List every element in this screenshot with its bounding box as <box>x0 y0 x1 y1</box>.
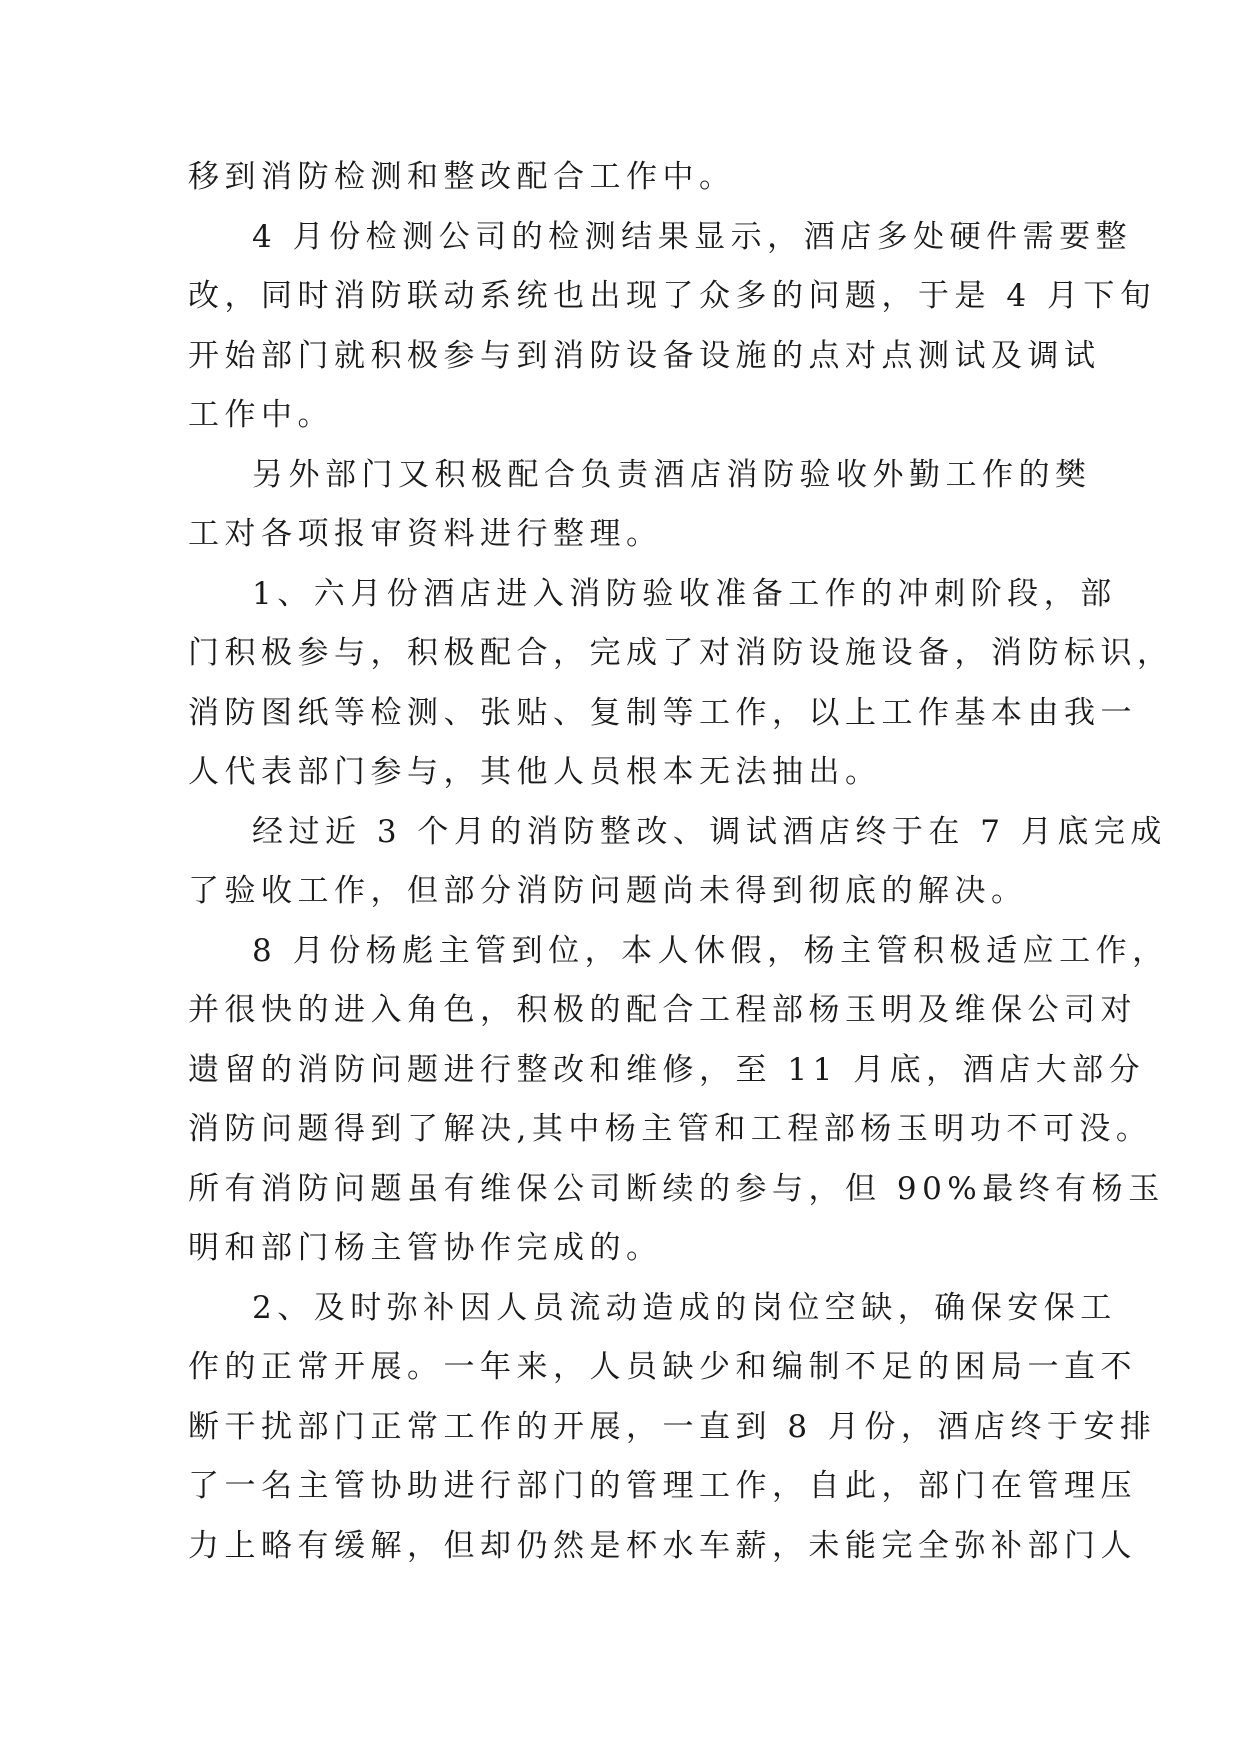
text-line: 消防图纸等检测、张贴、复制等工作，以上工作基本由我一 <box>188 694 1137 731</box>
text-line: 工作中。 <box>188 397 334 433</box>
document-body <box>188 157 1174 1585</box>
text-line: 明和部门杨主管协作完成的。 <box>188 1230 663 1266</box>
paragraph-documents-organizing <box>188 455 1092 574</box>
text-line: 断干扰部门正常工作的开展，一直到 8 月份，酒店终于安排 <box>188 1408 1157 1445</box>
text-line: 力上略有缓解，但却仍然是杯水车薪，未能完全弥补部门人 <box>188 1527 1137 1564</box>
text-line: 所有消防问题虽有维保公司断续的参与，但 90%最终有杨玉 <box>188 1170 1165 1207</box>
paragraph-item-2-staffing <box>188 1288 1157 1586</box>
paragraph-august-supervisor <box>188 931 1169 1288</box>
text-line: 4 月份检测公司的检测结果显示，酒店多处硬件需要整 <box>252 218 1133 255</box>
paragraph-april-inspection <box>188 217 1157 455</box>
paragraph-acceptance-complete <box>188 812 1167 931</box>
text-line: 2、及时弥补因人员流动造成的岗位空缺，确保安保工 <box>252 1289 1117 1326</box>
text-line: 另外部门又积极配合负责酒店消防验收外勤工作的樊 <box>252 456 1092 493</box>
text-line: 遗留的消防问题进行整改和维修，至 11 月底，酒店大部分 <box>188 1051 1146 1088</box>
text-line: 门积极参与，积极配合，完成了对消防设施设备，消防标识， <box>188 635 1174 671</box>
text-line: 1、六月份酒店进入消防验收准备工作的冲刺阶段，部 <box>252 575 1117 612</box>
text-line: 经过近 3 个月的消防整改、调试酒店终于在 7 月底完成 <box>252 813 1167 850</box>
text-line: 了验收工作，但部分消防问题尚未得到彻底的解决。 <box>188 873 1028 909</box>
text-line: 工对各项报审资料进行整理。 <box>188 516 663 552</box>
text-line: 人代表部门参与，其他人员根本无法抽出。 <box>188 754 882 790</box>
paragraph-continuation <box>188 157 1058 217</box>
text-line: 8 月份杨彪主管到位，本人休假，杨主管积极适应工作， <box>252 932 1169 969</box>
paragraph-item-1-june <box>188 574 1174 812</box>
text-line: 消防问题得到了解决,其中杨主管和工程部杨玉明功不可没。 <box>188 1111 1153 1147</box>
text-line: 改，同时消防联动系统也出现了众多的问题，于是 4 月下旬 <box>188 278 1157 314</box>
text-line: 开始部门就积极参与到消防设备设施的点对点测试及调试 <box>188 337 1101 374</box>
text-line: 作的正常开展。一年来，人员缺少和编制不足的困局一直不 <box>188 1349 1137 1385</box>
text-line: 移到消防检测和整改配合工作中。 <box>188 159 736 195</box>
text-line: 并很快的进入角色，积极的配合工程部杨玉明及维保公司对 <box>188 992 1137 1028</box>
text-line: 了一名主管协助进行部门的管理工作，自此，部门在管理压 <box>188 1468 1137 1504</box>
